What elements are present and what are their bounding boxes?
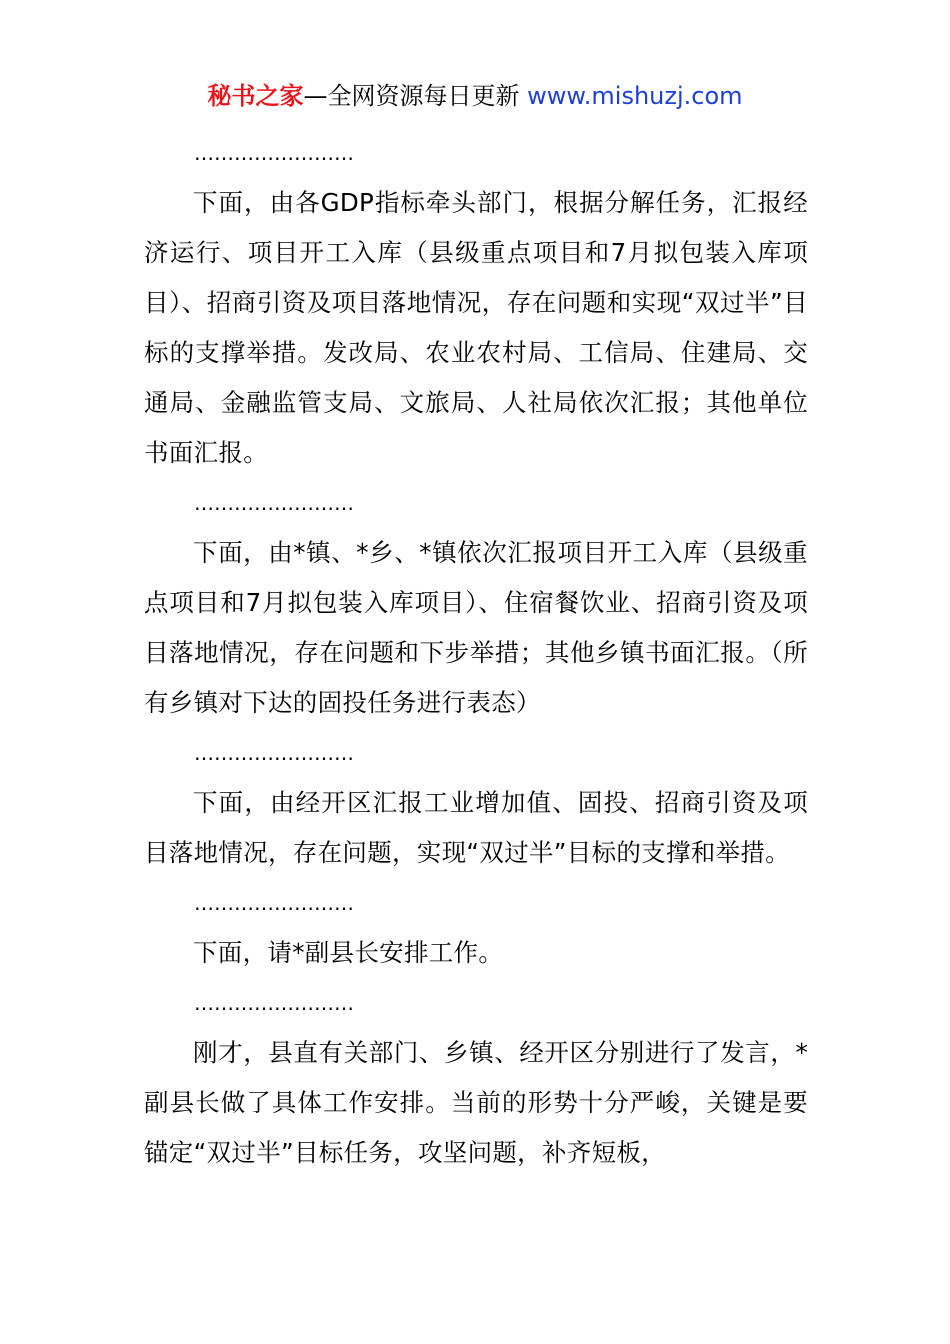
site-brand: 秘书之家 bbox=[207, 82, 304, 110]
ellipsis-separator: …………………… bbox=[194, 891, 354, 915]
site-url-link[interactable]: www.mishuzj.com bbox=[527, 82, 743, 110]
site-tagline: —全网资源每日更新 bbox=[303, 82, 520, 110]
ellipsis-separator: …………………… bbox=[194, 491, 354, 515]
ellipsis-separator: …………………… bbox=[194, 991, 354, 1015]
paragraph-deputy-magistrate: 下面，请*副县长安排工作。 bbox=[193, 938, 504, 967]
ellipsis-separator: …………………… bbox=[194, 141, 354, 165]
ellipsis-separator: …………………… bbox=[194, 741, 354, 765]
paragraph-townships: 下面，由*镇、*乡、*镇依次汇报项目开工入库（县级重点项目和7月拟包装入库项目）、住宿餐饮业、招商引资及项目落地情况，存在问题和下步举措；其他乡镇书面汇报。（所有乡镇对下达的固投任务进行表态） bbox=[144, 538, 808, 717]
paragraph-development-zone: 下面，由经开区汇报工业增加值、固投、招商引资及项目落地情况，存在问题，实现“双过半”目标的支撑和举措。 bbox=[144, 788, 808, 867]
paragraph-gdp-departments: 下面，由各GDP指标牵头部门，根据分解任务，汇报经济运行、项目开工入库（县级重点项目和7月拟包装入库项目）、招商引资及项目落地情况，存在问题和实现“双过半”目标的支撑举措。发改局、农业农村局、工信局、住建局、交通局、金融监管支局、文旅局、人社局依次汇报；其他单位书面汇报。 bbox=[144, 188, 808, 467]
document-body bbox=[144, 128, 808, 1178]
page-header bbox=[0, 80, 950, 112]
paragraph-summary: 刚才，县直有关部门、乡镇、经开区分别进行了发言，*副县长做了具体工作安排。当前的形势十分严峻，关键是要锚定“双过半”目标任务，攻坚问题，补齐短板， bbox=[144, 1038, 808, 1167]
